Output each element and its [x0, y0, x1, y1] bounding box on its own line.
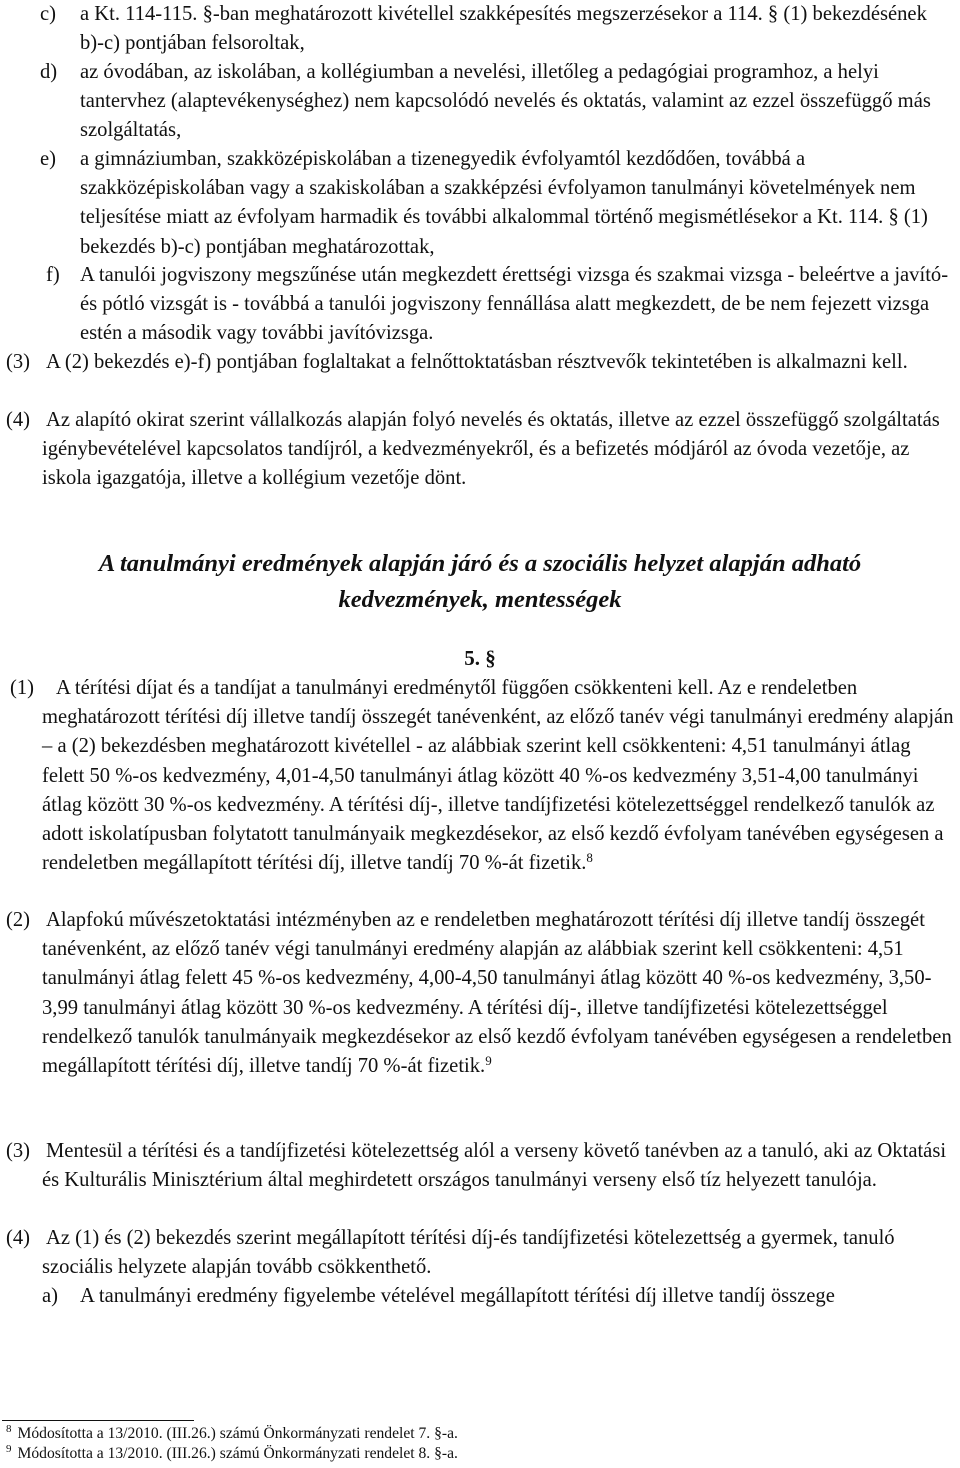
section-heading-line-1: A tanulmányi eredmények alapján járó és a szociális helyzet alapján adható [98, 550, 862, 577]
paragraph-label: (3) [6, 351, 31, 373]
footnote-text: Módosította a 13/2010. (III.26.) számú Önkormányzati rendelet 8. §-a. [17, 1445, 458, 1462]
footnote-number: 9 [6, 1443, 12, 1455]
paragraph-label: (4) [6, 1227, 31, 1249]
section-heading-line-2: kedvezmények, mentességek [338, 586, 622, 613]
section5-paragraph-2 [0, 906, 954, 1081]
paragraph-4 [0, 406, 954, 494]
footnote-separator [2, 1420, 194, 1421]
section5-paragraph-1 [0, 674, 954, 878]
paragraph-label: (1) [10, 677, 35, 699]
section-number: 5. § [464, 646, 496, 670]
paragraph-3 [0, 348, 954, 377]
section5-paragraph-4 [0, 1224, 954, 1282]
paragraph-label: (4) [6, 409, 31, 431]
section5-list-item-a [0, 1282, 924, 1311]
footnote-8 [6, 1424, 458, 1445]
list-item-f [0, 261, 954, 349]
footnote-9 [6, 1444, 458, 1465]
list-text: a gimnáziumban, szakközépiskolában a tizenegyedik évfolyamtól kezdődően, továbbá a szakközépiskolában vagy a szakiskolában a szakképzési évfolyamon tanulmányi követelmények nem teljesítése miatt az évfolyam harmadik és további alkalommal történő megismétlésekor a Kt. 114. § (1) bekezdés b)-c) pontjában meghatározottak, [80, 148, 928, 258]
list-text: A tanulói jogviszony megszűnése után megkezdett érettségi vizsga és szakmai vizsga - beleértve a javító- és pótló vizsgát is - továbbá a tanulói jogviszony fennállása alatt megkezdett, de be nem fejezett vizsga estén a második vagy további javítóvizsga. [80, 264, 949, 345]
list-text: az óvodában, az iskolában, a kollégiumban a nevelési, illetőleg a pedagógiai programhoz, a helyi tantervhez (alaptevékenységhez) nem kapcsolódó nevelés és oktatás, valamint az ezzel összefüggő más szolgáltatás, [80, 61, 931, 142]
footnote-ref[interactable]: 8 [586, 850, 593, 866]
paragraph-text: A térítési díjat és a tandíjat a tanulmányi eredménytől függően csökkenteni kell. Az e rendeletben meghatározott térítési díj illetve tandíj összegét tanévenként, az előző tanév végi tanulmányi eredmény alapján – a (2) bekezdésben meghatározott kivétellel - az alábbiak szerint kell csökkenteni: 4,51 tanulmányi átlag felett 50 %-os kedvezmény, 4,01-4,50 tanulmányi átlag között 40 %-os kedvezmény 3,51-4,00 tanulmányi átlag között 30 %-os kedvezmény. A térítési díj-, illetve tandíjfizetési kötelezettséggel rendelkező tanulók az adott iskolatípusban folytatott tanulmányaik megkezdésekor, az első kezdő évfolyam tanévében egységesen a rendeletben megállapított térítési díj, illetve tandíj 70 %-át fizetik. [42, 677, 954, 875]
list-label: a) [42, 1285, 58, 1307]
paragraph-text: Az (1) és (2) bekezdés szerint megállapított térítési díj-és tandíjfizetési kötelezettség a gyermek, tanuló szociális helyzete alapján tovább csökkenthető. [42, 1227, 895, 1279]
list-text: A tanulmányi eredmény figyelembe vételével megállapított térítési díj illetve tandíj összege [80, 1285, 835, 1307]
list-label: c) [40, 3, 56, 25]
list-item-d [0, 58, 954, 146]
paragraph-text: Alapfokú művészetoktatási intézményben az e rendeletben meghatározott térítési díj illetve tandíj összegét tanévenként, az előző tanév végi tanulmányi eredmény alapján az alábbiak szerint kell csökkenteni: 4,51 tanulmányi átlag felett 45 %-os kedvezmény, 4,00-4,50 tanulmányi átlag között 40 %-os kedvezmény, 3,50-3,99 tanulmányi átlag között 30 %-os kedvezmény. A térítési díj-, illetve tandíjfizetési kötelezettséggel rendelkező tanulók tanulmányaik megkezdésekor az első kezdő évfolyam tanévében egységesen a rendeletben megállapított térítési díj, illetve tandíj 70 %-át fizetik. [42, 909, 952, 1078]
list-item-c [0, 0, 954, 58]
list-text: a Kt. 114-115. §-ban meghatározott kivétellel szakképesítés megszerzésekor a 114. § (1) bekezdésének b)-c) pontjában felsoroltak, [80, 3, 927, 55]
list-item-e [0, 145, 954, 262]
paragraph-text: Mentesül a térítési és a tandíjfizetési kötelezettség alól a verseny követő tanévben az a tanuló, aki az Oktatási és Kulturális Minisztérium által meghirdetett országos tanulmányi verseny első tíz helyezett tanulója. [42, 1140, 947, 1192]
paragraph-text: Az alapító okirat szerint vállalkozás alapján folyó nevelés és oktatás, illetve az ezzel összefüggő szolgáltatás igénybevételével kapcsolatos tandíjról, a kedvezményekről, és a befizetés módjáról az óvoda vezetője, az iskola igazgatója, illetve a kollégium vezetője dönt. [42, 409, 940, 490]
footnote-ref[interactable]: 9 [485, 1053, 492, 1069]
list-label: e) [40, 148, 56, 170]
section5-paragraph-3 [0, 1137, 954, 1195]
paragraph-text: A (2) bekezdés e)-f) pontjában foglaltakat a felnőttoktatásban résztvevők tekintetében is alkalmazni kell. [46, 351, 908, 373]
footnote-number: 8 [6, 1423, 12, 1435]
footnote-text: Módosította a 13/2010. (III.26.) számú Önkormányzati rendelet 7. §-a. [17, 1425, 458, 1442]
list-label: f) [46, 264, 60, 286]
list-label: d) [40, 61, 58, 83]
paragraph-label: (2) [6, 909, 31, 931]
paragraph-label: (3) [6, 1140, 31, 1162]
